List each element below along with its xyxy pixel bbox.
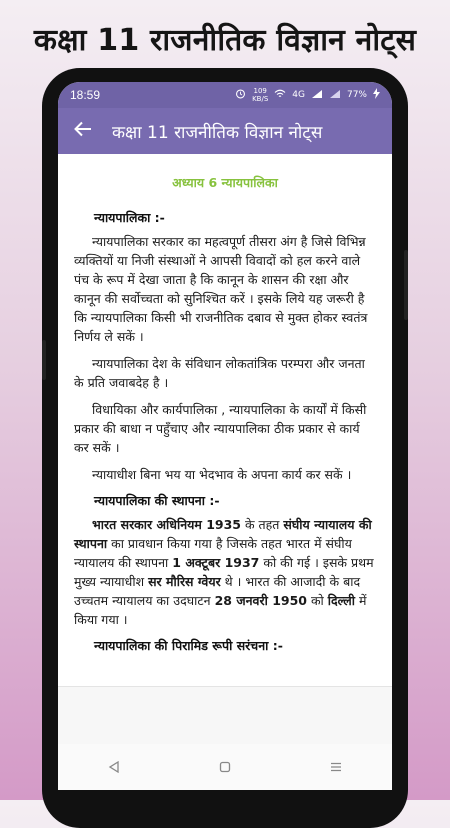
- back-button[interactable]: [70, 118, 96, 144]
- system-nav-bar: [58, 744, 392, 790]
- text: का प्रावधान किया गया है जिसके तहत भारत में संघीय न्यायालय की स्थापना: [74, 536, 352, 570]
- home-square-icon: [219, 758, 231, 777]
- paragraph: न्यायाधीश बिना भय या भेदभाव के अपना कार्य कर सकें ।: [92, 467, 352, 482]
- promo-title: कक्षा 11 राजनीतिक विज्ञान नोट्स: [33, 23, 417, 58]
- back-triangle-icon: [108, 758, 120, 777]
- nav-home-button[interactable]: [210, 752, 240, 782]
- app-bar-title: कक्षा 11 राजनीतिक विज्ञान नोट्स: [112, 122, 323, 143]
- chapter-title: अध्याय 6 न्यायपालिका: [172, 175, 278, 190]
- nav-back-button[interactable]: [99, 752, 129, 782]
- text: में किया गया ।: [74, 593, 367, 627]
- network-type: 4G: [292, 90, 305, 100]
- section-heading: न्यायपालिका की स्थापना :-: [94, 493, 220, 508]
- recents-menu-icon: [330, 758, 342, 777]
- app-bar: [58, 108, 392, 154]
- paragraph: विधायिका और कार्यपालिका , न्यायपालिका के कार्यों में किसी प्रकार की बाधा न पहुँचाए और न्यायपालिका ठीक प्रकार से कार्य कर सकें ।: [74, 402, 367, 455]
- alarm-icon: [235, 88, 246, 102]
- network-speed: [252, 87, 268, 103]
- status-bar: [58, 82, 392, 108]
- text: के तहत: [241, 517, 284, 532]
- paragraph: न्यायपालिका सरकार का महत्वपूर्ण तीसरा अंग है जिसे विभिन्न व्यक्तियों या निजी संस्थाओं ने आपसी विवादों को हल करने वाले पंच के रूप में देखा जाता है कि कानून के शासन की रक्षा और कानून की सर्वोच्चता को सुनिश्चित करें । इसके लिये यह जरूरी है कि न्यायपालिका किसी भी राजनीतिक दबाव से मुक्त होकर स्वतंत्र निर्णय ले सकें ।: [74, 234, 368, 344]
- battery-percent: 77%: [346, 90, 367, 100]
- paragraph: न्यायपालिका देश के संविधान लोकतांत्रिक परम्परा और जनता के प्रति जवाबदेह है ।: [74, 356, 365, 390]
- signal-icon: [329, 89, 341, 102]
- text: को की गई । इसके प्रथम मुख्य न्यायाधीश: [74, 555, 374, 589]
- speed-value: 109: [253, 87, 267, 95]
- signal-icon: [311, 89, 323, 102]
- bold-text: 28 जनवरी 1950: [214, 593, 307, 608]
- bold-text: दिल्ली: [327, 593, 356, 608]
- section-heading: न्यायपालिका :-: [94, 210, 165, 225]
- nav-recents-button[interactable]: [321, 752, 351, 782]
- section-heading: न्यायपालिका की पिरामिड रूपी सरंचना :-: [94, 638, 283, 653]
- text: थे । भारत की आजादी के बाद उच्चतम न्यायालय का उदघाटन: [74, 574, 361, 608]
- bold-text: सर मौरिस ग्वेयर: [148, 574, 221, 589]
- bold-text: 1 अक्टूबर 1937: [172, 555, 260, 570]
- wifi-icon: [274, 89, 286, 102]
- arrow-left-icon: [74, 121, 92, 141]
- bold-text: भारत सरकार अधिनियम 1935: [92, 517, 241, 532]
- bold-text: संघीय न्यायालय की स्थापना: [74, 517, 372, 551]
- speed-unit: KB/S: [252, 95, 269, 103]
- phone-side-button: [404, 250, 408, 320]
- paragraph: [74, 515, 376, 629]
- text: को: [306, 593, 328, 608]
- battery-charging-icon: [373, 88, 380, 102]
- article-content[interactable]: [58, 154, 392, 686]
- phone-screen: [58, 82, 392, 790]
- status-time: 18:59: [70, 88, 101, 102]
- phone-side-button: [42, 340, 46, 380]
